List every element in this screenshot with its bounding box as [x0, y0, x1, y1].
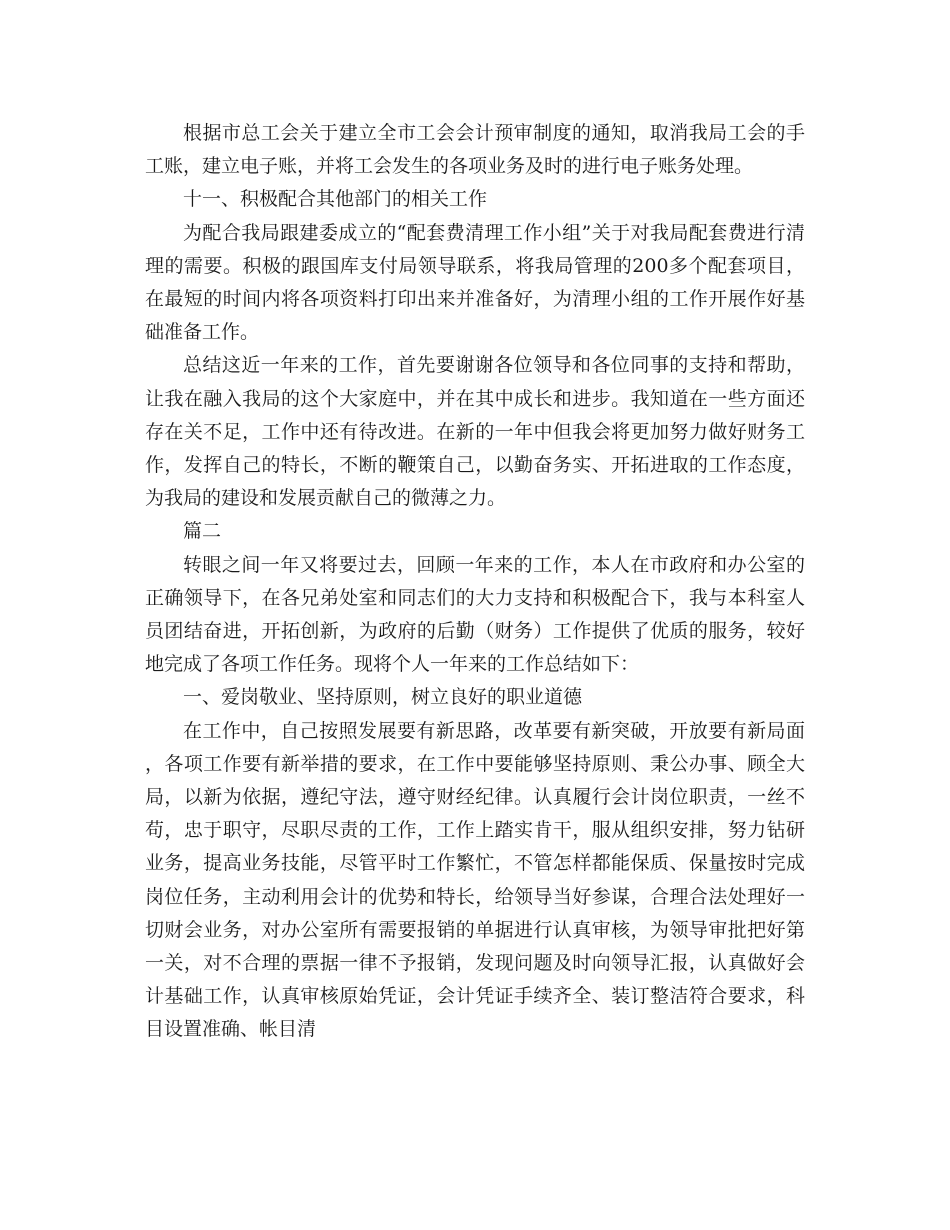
heading-section-one: 一、爱岗敬业、坚持原则，树立良好的职业道德	[183, 686, 583, 709]
document-body	[145, 117, 805, 1047]
heading-part-two: 篇二	[183, 520, 222, 543]
paragraph-year-summary: 总结这近一年来的工作，首先要谢谢各位领导和各位同事的支持和帮助，让我在融入我局的这个大家庭中，并在其中成长和进步。我知道在一些方面还存在关不足，工作中还有待改进。在新的一年中但我会将更加努力做好财务工作，发挥自己的特长，不断的鞭策自己，以勤奋务实、开拓进取的工作态度，为我局的建设和发展贡献自己的微薄之力。	[145, 354, 805, 510]
heading-section-eleven: 十一、积极配合其他部门的相关工作	[183, 188, 488, 211]
paragraph-union-accounting: 根据市总工会关于建立全市工会会计预审制度的通知，取消我局工会的手工账，建立电子账，并将工会发生的各项业务及时的进行电子账务处理。	[145, 122, 805, 178]
paragraph-work-ethics: 在工作中，自己按照发展要有新思路，改革要有新突破，开放要有新局面，各项工作要有新举措的要求，在工作中要能够坚持原则、秉公办事、顾全大局，以新为依据，遵纪守法，遵守财经纪律。认真履行会计岗位职责，一丝不苟，忠于职守，尽职尽责的工作，工作上踏实肯干，服从组织安排，努力钻研业务，提高业务技能，尽管平时工作繁忙，不管怎样都能保质、保量按时完成岗位任务，主动利用会计的优势和特长，给领导当好参谋，合理合法处理好一切财会业务，对办公室所有需要报销的单据进行认真审核，为领导审批把好第一关，对不合理的票据一律不予报销，发现问题及时向领导汇报，认真做好会计基础工作，认真审核原始凭证，会计凭证手续齐全、装订整洁符合要求，科目设置准确、帐目清	[145, 719, 805, 1041]
paragraph-supporting-fee-cleanup: 为配合我局跟建委成立的“配套费清理工作小组”关于对我局配套费进行清理的需要。积极的跟国库支付局领导联系，将我局管理的200多个配套项目，在最短的时间内将各项资料打印出来并准备好，为清理小组的工作开展作好基础准备工作。	[145, 221, 805, 344]
paragraph-part-two-intro: 转眼之间一年又将要过去，回顾一年来的工作，本人在市政府和办公室的正确领导下，在各兄弟处室和同志们的大力支持和积极配合下，我与本科室人员团结奋进，开拓创新，为政府的后勤（财务）工作提供了优质的服务，较好地完成了各项工作任务。现将个人一年来的工作总结如下：	[145, 553, 805, 676]
